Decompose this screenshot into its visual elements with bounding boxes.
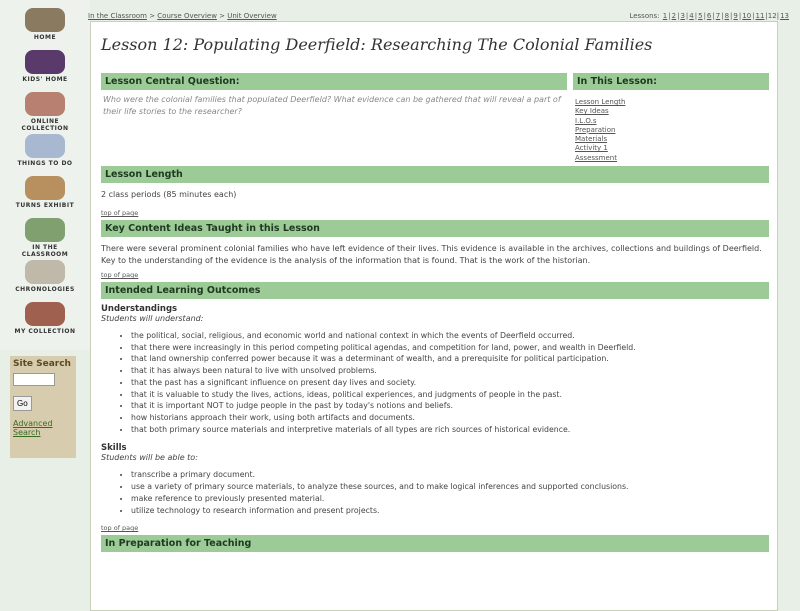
lesson-link[interactable]: 11 — [755, 12, 765, 20]
advanced-search-link[interactable]: Advanced Search — [13, 419, 53, 437]
lessons-label: Lessons: — [629, 12, 660, 20]
top-of-page-link[interactable]: top of page — [101, 524, 139, 533]
lesson-link[interactable]: 4 — [689, 12, 694, 20]
nav-icon — [25, 92, 65, 116]
ilo-header: Intended Learning Outcomes — [101, 282, 769, 299]
lesson-link[interactable]: 9 — [733, 12, 738, 20]
list-item: • that the past has a significant influence on present day lives and society. — [131, 377, 769, 389]
skills-list — [131, 469, 769, 516]
lesson-link[interactable]: 10 — [742, 12, 752, 20]
nav-label: CHRONOLOGIES — [15, 286, 75, 293]
list-item: • how historians approach their work, using both artifacts and documents. — [131, 412, 769, 424]
lesson-length-text: 2 class periods (85 minutes each) — [101, 190, 237, 200]
nav-item[interactable] — [0, 260, 90, 300]
lesson-link[interactable]: 8 — [724, 12, 730, 20]
list-item: • that there were increasingly in this period competing political agendas, and competition for land, power, and wealth in Deerfield. — [131, 342, 769, 354]
top-of-page-link[interactable]: top of page — [101, 209, 139, 218]
toc-link[interactable]: Materials — [575, 135, 608, 144]
nav-label: HOME — [33, 34, 57, 41]
nav-item[interactable] — [0, 176, 90, 216]
nav-item[interactable] — [0, 134, 90, 174]
central-question-text: Who were the colonial families that populated Deerfield? What evidence can be gathered that will reveal a part of their life stories to the researcher? — [103, 95, 561, 116]
nav-label: IN THE CLASSROOM — [21, 244, 69, 258]
lesson-link[interactable]: 3 — [680, 12, 685, 20]
nav-item[interactable] — [0, 218, 90, 258]
toc-link[interactable]: Lesson Length — [575, 98, 626, 106]
lesson-link[interactable]: 5 — [698, 12, 703, 20]
nav-item[interactable] — [0, 50, 90, 90]
lesson-length-header: Lesson Length — [101, 166, 769, 183]
lesson-link[interactable]: 13 — [780, 12, 789, 20]
nav-icon — [25, 302, 65, 326]
lesson-link[interactable]: 1 — [662, 12, 668, 20]
toc-link[interactable]: Key Ideas — [575, 107, 609, 116]
breadcrumb-link[interactable]: Unit Overview — [227, 12, 277, 20]
nav-item[interactable] — [0, 302, 90, 342]
lesson-pager: Lessons: 1|2|3|4|5|6|7|8|9|10|11|12|13 — [629, 12, 789, 20]
preparation-header: In Preparation for Teaching — [101, 535, 769, 552]
lesson-link[interactable]: 2 — [671, 12, 677, 20]
list-item: • make reference to previously presented material. — [131, 493, 769, 505]
nav-item[interactable] — [0, 92, 90, 132]
nav-label: MY COLLECTION — [14, 328, 76, 335]
skills-intro: Students will be able to: — [101, 453, 198, 463]
page-title: Lesson 12: Populating Deerfield: Researching The Colonial Families — [101, 35, 653, 54]
key-ideas-header: Key Content Ideas Taught in this Lesson — [101, 220, 769, 237]
list-item: • that it is important NOT to judge people in the past by today's notions and beliefs. — [131, 400, 769, 412]
lesson-link[interactable]: 6 — [706, 12, 712, 20]
understandings-title: Understandings — [101, 304, 178, 315]
toc-link[interactable]: I.L.O.s — [575, 116, 597, 125]
key-ideas-text: There were several prominent colonial families who have left evidence of their lives. This evidence is available in the archives, collections and buildings of Deerfield. Key to the understanding of the evidence is the analysis of the information that is found. That is the work of the historian. — [101, 244, 762, 266]
top-of-page-link[interactable]: top of page — [101, 271, 139, 280]
list-item: • that land ownership conferred power because it was a determinant of wealth, and a prerequisite for political participation. — [131, 353, 769, 365]
toc-link[interactable]: Activity 1 — [575, 144, 608, 153]
central-question-header: Lesson Central Question: — [101, 73, 567, 90]
lesson-toc — [575, 98, 769, 163]
breadcrumb-link[interactable]: In the Classroom — [88, 12, 147, 20]
lesson-link[interactable]: 7 — [715, 12, 721, 20]
site-search — [10, 356, 76, 458]
understandings-intro: Students will understand: — [101, 314, 204, 324]
nav-label: THINGS TO DO — [17, 160, 73, 167]
search-title: Site Search — [13, 359, 71, 369]
nav-item[interactable] — [0, 8, 90, 48]
lesson-current: 12 — [767, 12, 777, 20]
nav-label: KIDS' HOME — [22, 76, 68, 83]
list-item: • transcribe a primary document. — [131, 469, 769, 481]
list-item: • that both primary source materials and interpretive materials of all types are rich sources of historical evidence. — [131, 424, 769, 436]
understandings-list — [131, 330, 769, 435]
list-item: • use a variety of primary source materials, to analyze these sources, and to make logical inferences and supported conclusions. — [131, 481, 769, 493]
nav-label: TURNS EXHIBIT — [15, 202, 75, 209]
nav-icon — [25, 260, 65, 284]
skills-title: Skills — [101, 443, 127, 454]
nav-icon — [25, 8, 65, 32]
list-item: • that it is valuable to study the lives, actions, ideas, political experiences, and judgments of people in the past. — [131, 389, 769, 401]
go-button[interactable]: Go — [13, 396, 32, 411]
toc-link[interactable]: Assessment — [575, 153, 617, 162]
nav-icon — [25, 176, 65, 200]
list-item: • the political, social, religious, and economic world and national context in which the events of Deerfield occurred. — [131, 330, 769, 342]
nav-icon — [25, 218, 65, 242]
list-item: • that it has always been natural to live with unsolved problems. — [131, 365, 769, 377]
main-content — [90, 21, 778, 611]
breadcrumb-link[interactable]: Course Overview — [157, 12, 217, 20]
in-this-lesson-header: In This Lesson: — [573, 73, 769, 90]
sidebar-nav — [0, 0, 90, 350]
nav-icon — [25, 134, 65, 158]
breadcrumb: In the Classroom > Course Overview > Unit Overview — [88, 12, 277, 20]
nav-icon — [25, 50, 65, 74]
nav-label: ONLINE COLLECTION — [21, 118, 69, 132]
list-item: • utilize technology to research information and present projects. — [131, 505, 769, 517]
toc-link[interactable]: Preparation — [575, 125, 616, 134]
search-input[interactable] — [13, 373, 55, 386]
